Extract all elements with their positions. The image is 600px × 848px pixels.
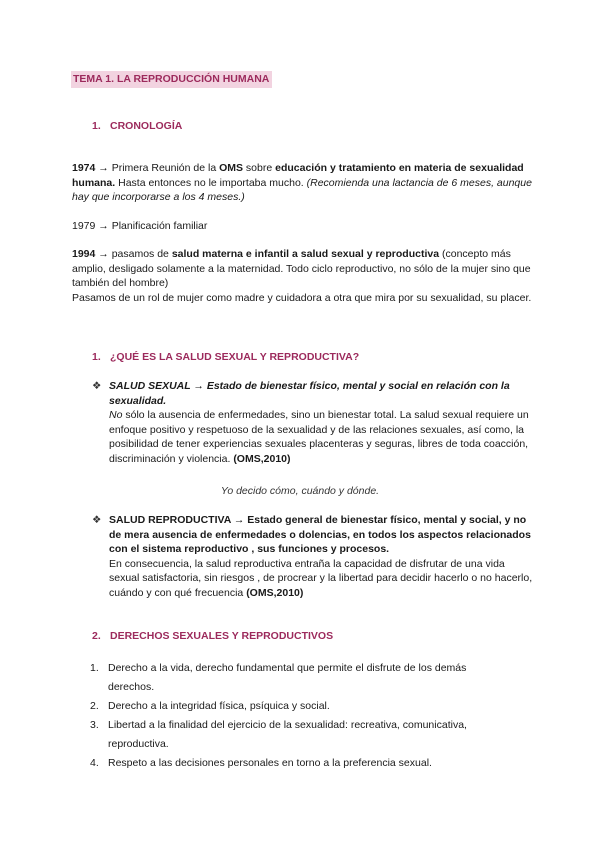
italic-note: (Recomienda una lactancia de 6 meses, aunque hay que incorporarse a los 4 meses.)	[72, 176, 532, 203]
bold-run: educación y tratamiento en materia de sexualidad humana.	[72, 162, 524, 189]
year-1994: 1994	[72, 248, 96, 260]
diamond-bullet-icon: ❖	[92, 514, 102, 526]
diamond-bullet-icon: ❖	[92, 380, 102, 392]
text-run: Hasta entonces no le importaba mucho.	[115, 176, 307, 189]
citation: (OMS,2010)	[246, 586, 304, 599]
item-text: Respeto a las decisiones personales en torno a la preferencia sexual.	[108, 757, 432, 769]
bold-run: salud materna e infantil a salud sexual y reproductiva	[171, 248, 440, 260]
oms-label: OMS	[219, 162, 244, 174]
list-item	[90, 659, 490, 697]
citation: (OMS,2010)	[233, 452, 291, 465]
year-1974: 1974	[72, 162, 96, 174]
arrow-icon: →	[98, 162, 109, 174]
section-number: 1.	[92, 120, 101, 132]
salud-sexual-heading: SALUD SEXUAL → Estado de bienestar físico, mental y social en relación con la sexualidad.	[109, 380, 510, 407]
salud-reproductiva-heading: SALUD REPRODUCTIVA → Estado general de bienestar físico, mental y social, y no de mera ausencia de enfermedades o dolencias, en todos los aspectos relacionados con el sistema reproductivo , sus funciones y procesos.	[109, 514, 531, 555]
item-number: 1.	[90, 662, 99, 674]
section-heading-cronologia	[92, 119, 182, 134]
quote-line: Yo decido cómo, cuándo y dónde.	[220, 485, 380, 497]
bullet-salud-reproductiva	[92, 513, 534, 600]
section-heading-derechos	[92, 629, 333, 644]
section-number: 2.	[92, 630, 101, 642]
text-run: → pasamos de	[95, 248, 172, 260]
section-title: DERECHOS SEXUALES Y REPRODUCTIVOS	[110, 630, 334, 642]
bullet-salud-sexual	[92, 379, 534, 466]
text-run: (concepto más amplio, desligado solamente a la maternidad. Todo ciclo reproductivo, no sólo de la mujer sino que también del hombre)	[72, 248, 531, 289]
text-run: Primera Reunión de la	[108, 162, 220, 174]
list-item	[90, 716, 490, 754]
item-number: 4.	[90, 757, 99, 769]
item-text: Libertad a la finalidad del ejercicio de la sexualidad: recreativa, comunicativa, reproductiva.	[108, 719, 467, 750]
list-item	[90, 697, 490, 716]
paragraph-1974	[72, 161, 534, 205]
item-text: Derecho a la vida, derecho fundamental que permite el disfrute de los demás derechos.	[108, 662, 467, 693]
italic-no: No	[109, 409, 123, 421]
page-title: TEMA 1. LA REPRODUCCIÓN HUMANA	[71, 71, 272, 88]
item-text: Derecho a la integridad física, psíquica y social.	[108, 700, 330, 712]
text-run: En consecuencia, la salud reproductiva entraña la capacidad de disfrutar de una vida sexual satisfactoria, sin riesgos , de procrear y la libertad para decidir hacerlo o no hacerlo, cuándo y con qué frecuencia	[109, 557, 533, 599]
section-heading-salud	[92, 350, 359, 365]
text-run: sólo la ausencia de enfermedades, sino un bienestar total. La salud sexual requiere un enfoque positivo y respetuoso de la sexualidad y de las relaciones sexuales, así como, la posibilidad de tener experiencias sexuales placenteras y seguras, libres de toda coacción, discriminación y violencia.	[109, 409, 529, 465]
section-title: ¿QUÉ ES LA SALUD SEXUAL Y REPRODUCTIVA?	[110, 351, 360, 363]
rights-list	[90, 659, 490, 773]
text-run: sobre	[243, 162, 276, 174]
item-number: 2.	[90, 700, 99, 712]
item-number: 3.	[90, 719, 99, 731]
paragraph-1979: 1979 → Planificación familiar	[72, 220, 208, 232]
list-item	[90, 754, 490, 773]
text-run: Pasamos de un rol de mujer como madre y cuidadora a otra que mira por su sexualidad, su placer.	[72, 291, 532, 304]
section-title: CRONOLOGÍA	[110, 120, 183, 132]
paragraph-1994	[72, 247, 534, 305]
section-number: 1.	[92, 351, 101, 363]
